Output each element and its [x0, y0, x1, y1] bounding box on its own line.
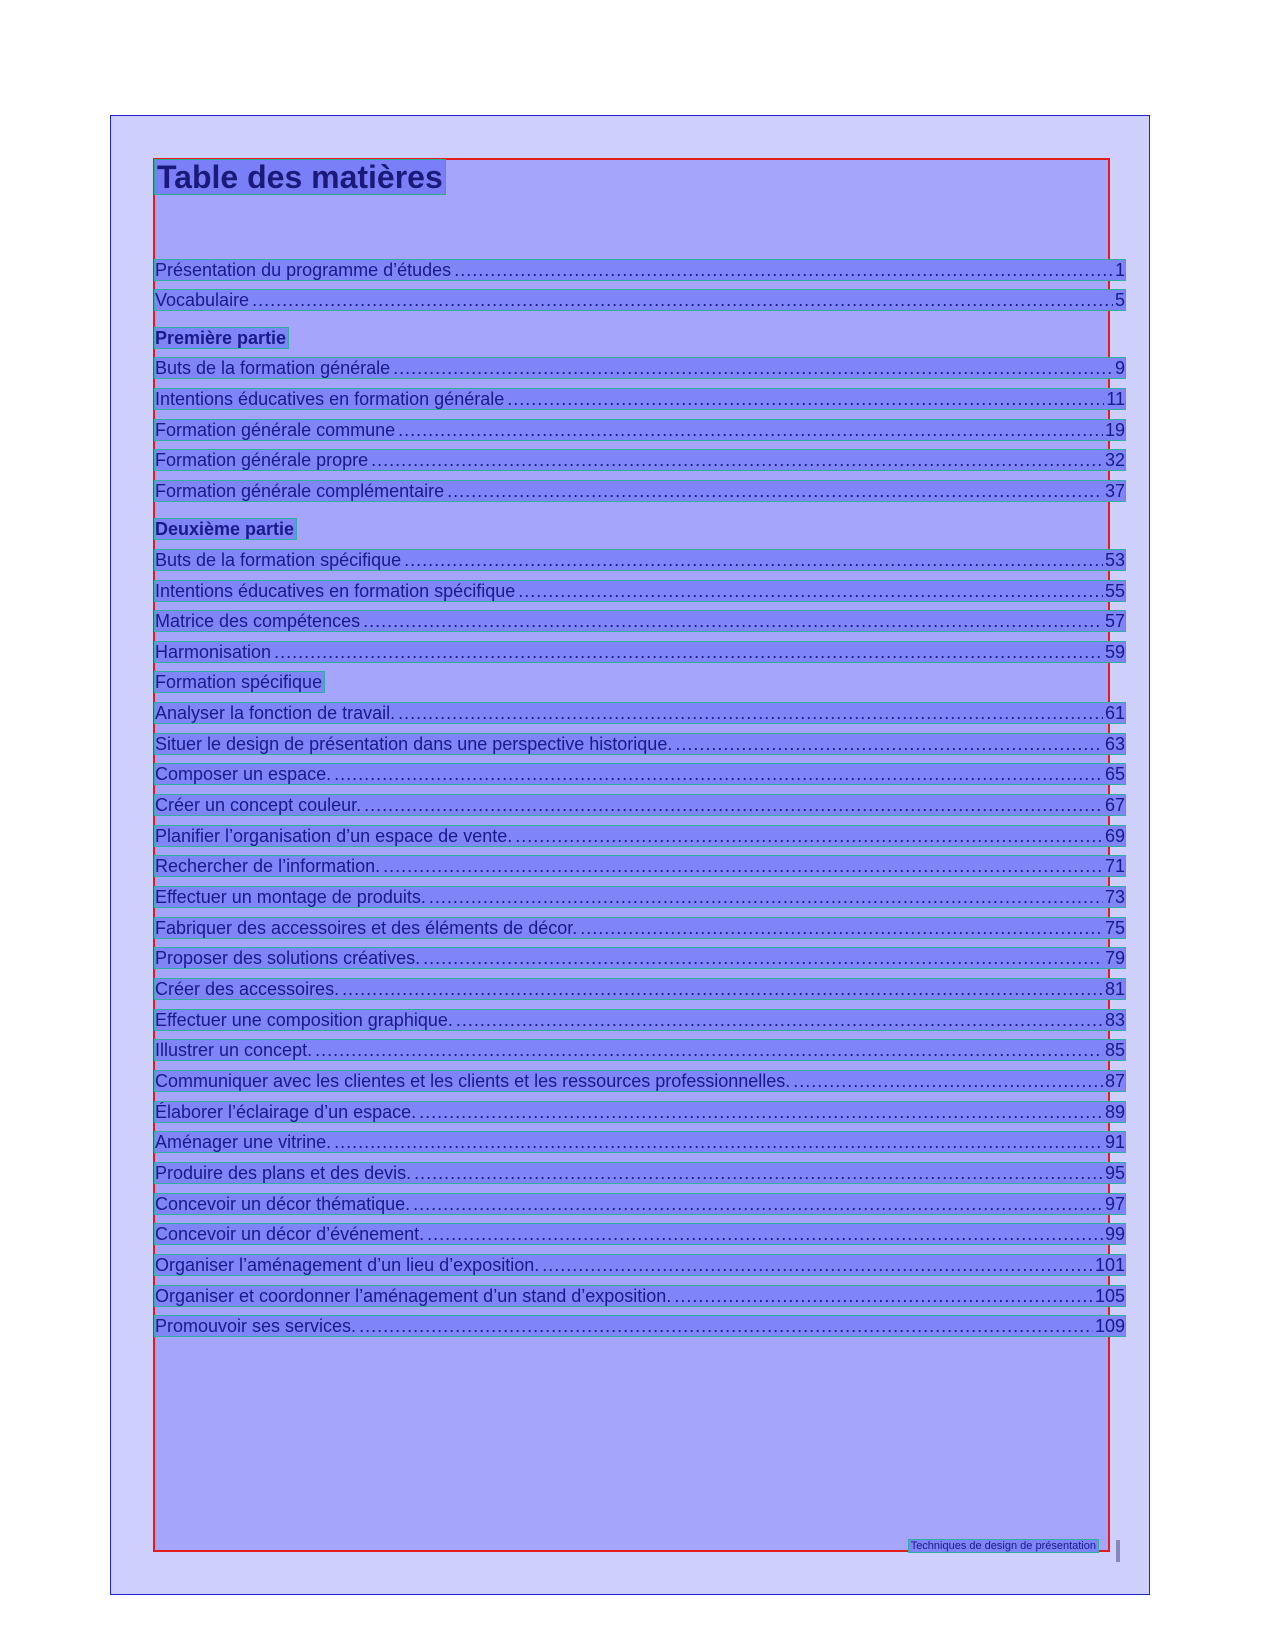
toc-entry[interactable] [155, 358, 1125, 378]
dot-leader [274, 642, 1103, 662]
page-marker [1116, 1540, 1120, 1562]
toc-entry[interactable] [155, 581, 1125, 601]
subsection-label: Formation spécifique [155, 672, 323, 692]
dot-leader [456, 1010, 1103, 1030]
content-area [153, 158, 1125, 1552]
toc-entry-label: Communiquer avec les clientes et les clients et les ressources professionnelles. [155, 1071, 791, 1091]
dot-leader [542, 1255, 1093, 1275]
toc-entry[interactable] [155, 1224, 1125, 1244]
toc-page-number: 9 [1114, 358, 1125, 378]
toc-entry-label: Élaborer l’éclairage d’un espace. [155, 1102, 417, 1122]
toc-page-number: 19 [1104, 420, 1125, 440]
toc-page-number: 85 [1104, 1040, 1125, 1060]
dot-leader [515, 826, 1103, 846]
toc-entry-label: Harmonisation [155, 642, 272, 662]
toc-entry-label: Analyser la fonction de travail. [155, 703, 396, 723]
toc-entry[interactable] [155, 826, 1125, 846]
toc-entry-label: Illustrer un concept. [155, 1040, 313, 1060]
toc-entry-label: Formation générale complémentaire [155, 481, 445, 501]
toc-entry-label: Organiser l’aménagement d’un lieu d’exposition. [155, 1255, 540, 1275]
toc-entry-label: Intentions éducatives en formation spécifique [155, 581, 516, 601]
toc-entry-label: Formation générale propre [155, 450, 369, 470]
toc-entry[interactable] [155, 1040, 1125, 1060]
toc-page-number: 75 [1104, 918, 1125, 938]
toc-entry-label: Vocabulaire [155, 290, 250, 310]
toc-entry[interactable] [155, 481, 1125, 501]
toc-entry-label: Concevoir un décor d’événement. [155, 1224, 425, 1244]
dot-leader [454, 260, 1113, 280]
dot-leader [675, 734, 1103, 754]
dot-leader [674, 1286, 1093, 1306]
toc-entry[interactable] [155, 1132, 1125, 1152]
dot-leader [413, 1194, 1103, 1214]
toc-entry-label: Concevoir un décor thématique. [155, 1194, 411, 1214]
toc-page-number: 69 [1104, 826, 1125, 846]
toc-page-number: 63 [1104, 734, 1125, 754]
toc-page-number: 73 [1104, 887, 1125, 907]
toc-page-number: 71 [1104, 856, 1125, 876]
dot-leader [429, 887, 1103, 907]
toc-entry[interactable] [155, 887, 1125, 907]
toc-entry[interactable] [155, 389, 1125, 409]
toc-entry-label: Situer le design de présentation dans une perspective historique. [155, 734, 673, 754]
dot-leader [342, 979, 1103, 999]
dot-leader [404, 550, 1103, 570]
toc-entry-label: Aménager une vitrine. [155, 1132, 332, 1152]
toc-entry[interactable] [155, 1255, 1125, 1275]
toc-entry[interactable] [155, 290, 1125, 310]
toc-entry-label: Matrice des compétences [155, 611, 361, 631]
toc-page-number: 99 [1104, 1224, 1125, 1244]
dot-leader [359, 1316, 1093, 1336]
toc-entry[interactable] [155, 948, 1125, 968]
toc-page-number: 65 [1104, 764, 1125, 784]
toc-entry-label: Présentation du programme d’études [155, 260, 452, 280]
toc-entry-label: Planifier l’organisation d’un espace de vente. [155, 826, 513, 846]
toc-entry[interactable] [155, 1163, 1125, 1183]
toc-entry-label: Promouvoir ses services. [155, 1316, 357, 1336]
toc-entry[interactable] [155, 260, 1125, 280]
dot-leader [518, 581, 1103, 601]
toc-page-number: 105 [1094, 1286, 1125, 1306]
toc-page-number: 57 [1104, 611, 1125, 631]
footer-text: Techniques de design de présentation [910, 1540, 1096, 1552]
toc-page-number: 91 [1104, 1132, 1125, 1152]
toc-entry-label: Intentions éducatives en formation générale [155, 389, 505, 409]
toc-entry-label: Rechercher de l’information. [155, 856, 381, 876]
dot-leader [315, 1040, 1103, 1060]
toc-entry[interactable] [155, 918, 1125, 938]
toc-page-number: 101 [1094, 1255, 1125, 1275]
toc-entry-label: Composer un espace. [155, 764, 332, 784]
dot-leader [364, 795, 1103, 815]
toc-entry[interactable] [155, 611, 1125, 631]
toc-entry-label: Créer un concept couleur. [155, 795, 362, 815]
dot-leader [334, 764, 1103, 784]
toc-page-number: 5 [1114, 290, 1125, 310]
toc-page-number: 81 [1104, 979, 1125, 999]
toc-entry[interactable] [155, 764, 1125, 784]
dot-leader [580, 918, 1103, 938]
dot-leader [398, 703, 1103, 723]
toc-entry[interactable] [155, 450, 1125, 470]
toc-entry[interactable] [155, 1010, 1125, 1030]
dot-leader [423, 948, 1103, 968]
toc-page-number: 11 [1106, 389, 1125, 409]
dot-leader [383, 856, 1103, 876]
toc-page-number: 83 [1104, 1010, 1125, 1030]
dot-leader [252, 290, 1113, 310]
toc-entry[interactable] [155, 1286, 1125, 1306]
toc-entry-label: Formation générale commune [155, 420, 396, 440]
toc-entry-label: Effectuer une composition graphique. [155, 1010, 453, 1030]
toc-page-number: 55 [1104, 581, 1125, 601]
dot-leader [371, 450, 1103, 470]
toc-entry-label: Buts de la formation générale [155, 358, 391, 378]
toc-page-number: 79 [1104, 948, 1125, 968]
dot-leader [793, 1071, 1103, 1091]
toc-page-number: 89 [1104, 1102, 1125, 1122]
toc-entry-label: Proposer des solutions créatives. [155, 948, 421, 968]
toc-entry[interactable] [155, 550, 1125, 570]
section-heading: Deuxième partie [155, 519, 295, 539]
toc-page-number: 37 [1104, 481, 1125, 501]
toc-entry-label: Buts de la formation spécifique [155, 550, 402, 570]
toc-page-number: 95 [1104, 1163, 1125, 1183]
dot-leader [447, 481, 1103, 501]
toc-page-number: 61 [1104, 703, 1125, 723]
toc-page-number: 53 [1104, 550, 1125, 570]
toc-entry[interactable] [155, 734, 1125, 754]
dot-leader [427, 1224, 1103, 1244]
toc-page-number: 109 [1094, 1316, 1125, 1336]
dot-leader [419, 1102, 1103, 1122]
document-page [110, 115, 1150, 1595]
toc-entry[interactable] [155, 795, 1125, 815]
toc-entry[interactable] [155, 1071, 1125, 1091]
toc-entry[interactable] [155, 979, 1125, 999]
toc-entry[interactable] [155, 1102, 1125, 1122]
toc-entry[interactable] [155, 703, 1125, 723]
toc-page-number: 1 [1114, 260, 1125, 280]
dot-leader [393, 358, 1113, 378]
toc-entry-label: Organiser et coordonner l’aménagement d’un stand d’exposition. [155, 1286, 672, 1306]
dot-leader [398, 420, 1103, 440]
toc-entry[interactable] [155, 642, 1125, 662]
toc-entry[interactable] [155, 856, 1125, 876]
dot-leader [363, 611, 1103, 631]
toc-page-number: 59 [1104, 642, 1125, 662]
toc-entry-label: Fabriquer des accessoires et des éléments de décor. [155, 918, 578, 938]
page-title: Table des matières [157, 159, 443, 195]
toc-entry-label: Effectuer un montage de produits. [155, 887, 426, 907]
toc-entry[interactable] [155, 420, 1125, 440]
toc-entry[interactable] [155, 1194, 1125, 1214]
toc-page-number: 97 [1104, 1194, 1125, 1214]
toc-page-number: 67 [1104, 795, 1125, 815]
toc-entry-label: Créer des accessoires. [155, 979, 340, 999]
dot-leader [334, 1132, 1103, 1152]
toc-entry[interactable] [155, 1316, 1125, 1336]
dot-leader [507, 389, 1104, 409]
toc-entry-label: Produire des plans et des devis. [155, 1163, 412, 1183]
dot-leader [414, 1163, 1103, 1183]
section-heading: Première partie [155, 328, 287, 348]
toc-page-number: 87 [1104, 1071, 1125, 1091]
toc-page-number: 32 [1104, 450, 1125, 470]
